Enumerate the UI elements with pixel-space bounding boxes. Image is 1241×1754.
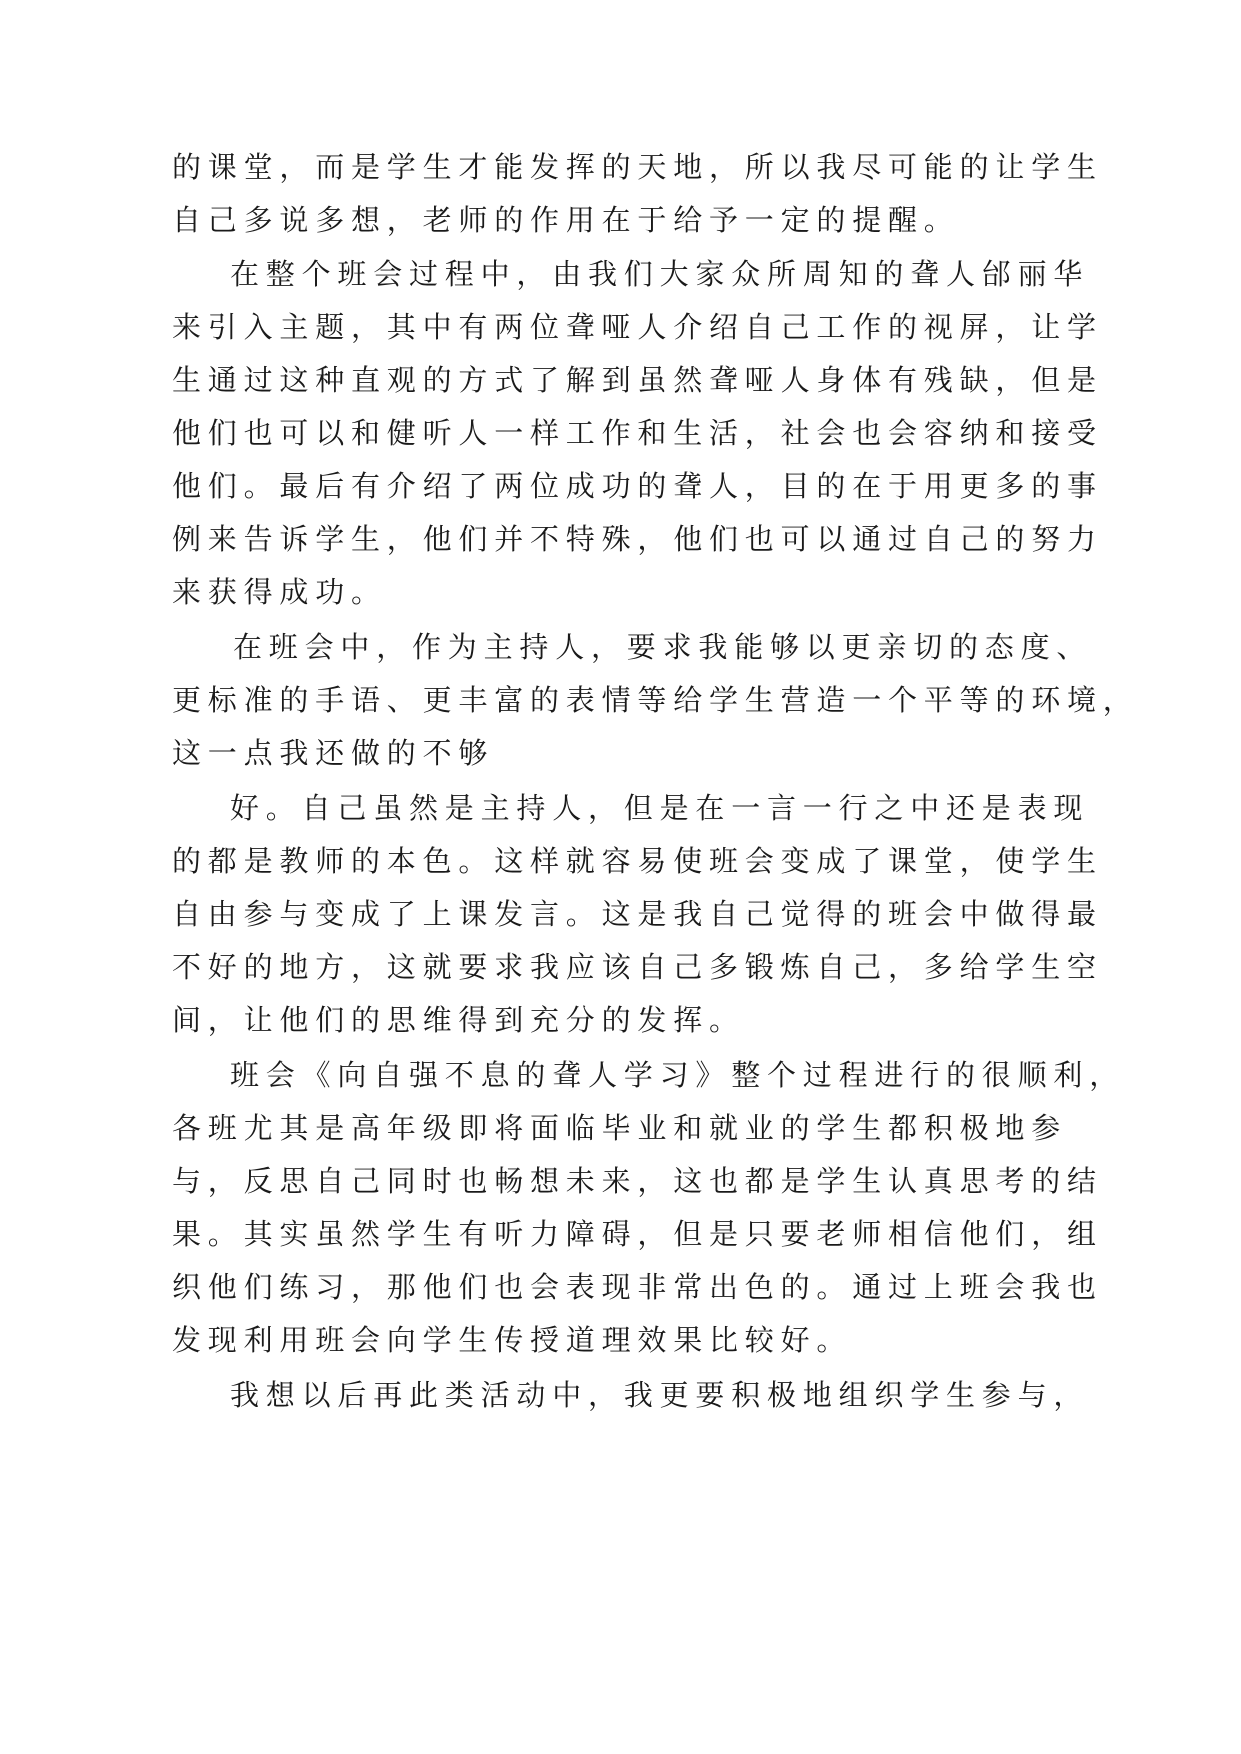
text-line: 间，让他们的思维得到充分的发挥。 — [172, 1003, 745, 1037]
text-line: 自由参与变成了上课发言。这是我自己觉得的班会中做得最 — [172, 897, 1103, 931]
text-line: 的课堂，而是学生才能发挥的天地，所以我尽可能的让学生 — [172, 150, 1103, 184]
text-line: 来获得成功。 — [172, 575, 387, 609]
text-line: 来引入主题，其中有两位聋哑人介绍自己工作的视屏，让学 — [172, 310, 1103, 344]
text-line: 与，反思自己同时也畅想未来，这也都是学生认真思考的结 — [172, 1164, 1103, 1198]
text-line: 更标准的手语、更丰富的表情等给学生营造一个平等的环境， — [172, 683, 1139, 717]
text-line: 在班会中，作为主持人，要求我能够以更亲切的态度、 — [233, 630, 1093, 664]
text-line: 发现利用班会向学生传授道理效果比较好。 — [172, 1323, 853, 1357]
text-line: 各班尤其是高年级即将面临毕业和就业的学生都积极地参 — [172, 1111, 1068, 1145]
text-line: 他们。最后有介绍了两位成功的聋人，目的在于用更多的事 — [172, 469, 1103, 503]
text-line: 生通过这种直观的方式了解到虽然聋哑人身体有残缺，但是 — [172, 363, 1103, 397]
text-line: 我想以后再此类活动中，我更要积极地组织学生参与， — [230, 1378, 1090, 1412]
text-line: 不好的地方，这就要求我应该自己多锻炼自己，多给学生空 — [172, 950, 1103, 984]
text-line: 这一点我还做的不够 — [172, 736, 495, 770]
text-line: 班会《向自强不息的聋人学习》整个过程进行的很顺利， — [230, 1058, 1126, 1092]
text-line: 例来告诉学生，他们并不特殊，他们也可以通过自己的努力 — [172, 522, 1103, 556]
text-line: 在整个班会过程中，由我们大家众所周知的聋人邰丽华 — [230, 257, 1090, 291]
text-line: 好。自己虽然是主持人，但是在一言一行之中还是表现 — [230, 791, 1090, 825]
text-line: 他们也可以和健听人一样工作和生活，社会也会容纳和接受 — [172, 416, 1103, 450]
text-line: 的都是教师的本色。这样就容易使班会变成了课堂，使学生 — [172, 844, 1103, 878]
text-line: 自己多说多想，老师的作用在于给予一定的提醒。 — [172, 203, 960, 237]
text-line: 果。其实虽然学生有听力障碍，但是只要老师相信他们，组 — [172, 1217, 1103, 1251]
text-line: 织他们练习，那他们也会表现非常出色的。通过上班会我也 — [172, 1270, 1103, 1304]
